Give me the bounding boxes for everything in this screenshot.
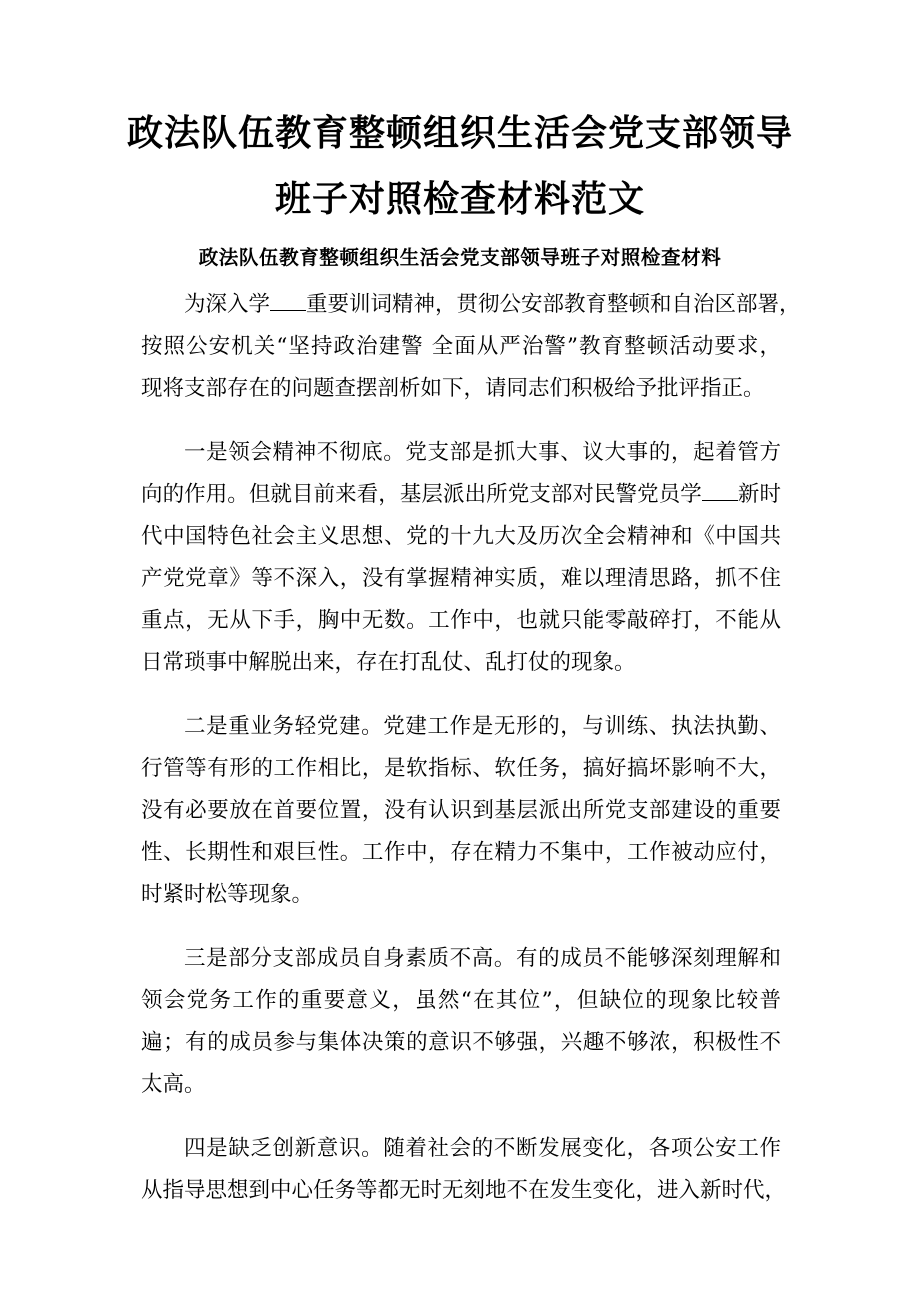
paragraph-line: 重点，无从下手，胸中无数。工作中，也就只能零敲碎打，不能从 — [141, 608, 781, 633]
paragraph-issue-2 — [141, 706, 781, 916]
paragraph-issue-1 — [141, 432, 781, 684]
paragraph-spacer — [141, 684, 781, 706]
paragraph-line: 现将支部存在的问题查摆剖析如下，请同志们积极给予批评指正。 — [141, 376, 765, 401]
paragraph-spacer — [141, 916, 781, 938]
text-fragment: 新时 — [737, 482, 781, 507]
paragraph-line: 行管等有形的工作相比，是软指标、软任务，搞好搞坏影响不大， — [141, 756, 781, 781]
document-title-line-2: 班子对照检查材料范文 — [274, 179, 645, 220]
paragraph-spacer — [141, 410, 781, 432]
fill-in-blank — [270, 292, 306, 311]
document-title-line-1: 政法队伍教育整顿组织生活会党支部领导 — [126, 113, 793, 154]
text-fragment: 重要训词精神，贯彻公安部教育整顿和自治区部署， — [306, 292, 801, 317]
paragraph-line: 时紧时松等现象。 — [141, 882, 314, 907]
paragraph-line: 日常琐事中解脱出来，存在打乱仗、乱打仗的现象。 — [141, 650, 636, 675]
paragraph-spacer — [141, 1106, 781, 1128]
paragraph-line: 没有必要放在首要位置，没有认识到基层派出所党支部建设的重要 — [141, 798, 781, 823]
document-subtitle: 政法队伍教育整顿组织生活会党支部领导班子对照检查材料 — [198, 246, 722, 269]
paragraph-line: 从指导思想到中心任务等都无时无刻地不在发生变化，进入新时代， — [141, 1178, 787, 1203]
paragraph-line: 产党党章》等不深入，没有掌握精神实质，难以理清思路，抓不住 — [141, 566, 781, 591]
paragraph-line — [141, 474, 781, 516]
document-body — [141, 284, 801, 1212]
text-fragment: 向的作用。但就目前来看，基层派出所党支部对民警党员学 — [141, 482, 702, 507]
paragraph-line: 太高。 — [141, 1072, 206, 1097]
paragraph-line: 代中国特色社会主义思想、党的十九大及历次全会精神和《中国共 — [141, 524, 781, 549]
paragraph-line: 领会党务工作的重要意义，虽然“在其位”，但缺位的现象比较普 — [141, 988, 781, 1013]
paragraph-issue-4 — [141, 1128, 787, 1212]
paragraph-line — [141, 284, 801, 326]
fill-in-blank — [702, 482, 738, 501]
paragraph-line: 遍；有的成员参与集体决策的意识不够强，兴趣不够浓，积极性不 — [141, 1030, 781, 1055]
paragraph-intro — [141, 284, 801, 410]
paragraph-line: 三是部分支部成员自身素质不高。有的成员不能够深刻理解和 — [184, 946, 781, 971]
text-fragment: 为深入学 — [184, 292, 271, 317]
paragraph-line: 四是缺乏创新意识。随着社会的不断发展变化，各项公安工作 — [184, 1136, 781, 1161]
paragraph-line: 性、长期性和艰巨性。工作中，存在精力不集中，工作被动应付， — [141, 840, 781, 865]
paragraph-line: 按照公安机关“坚持政治建警 全面从严治警”教育整顿活动要求， — [141, 334, 781, 359]
paragraph-line: 一是领会精神不彻底。党支部是抓大事、议大事的，起着管方 — [184, 440, 781, 465]
paragraph-line: 二是重业务轻党建。党建工作是无形的，与训练、执法执勤、 — [184, 714, 781, 739]
paragraph-issue-3 — [141, 938, 781, 1106]
